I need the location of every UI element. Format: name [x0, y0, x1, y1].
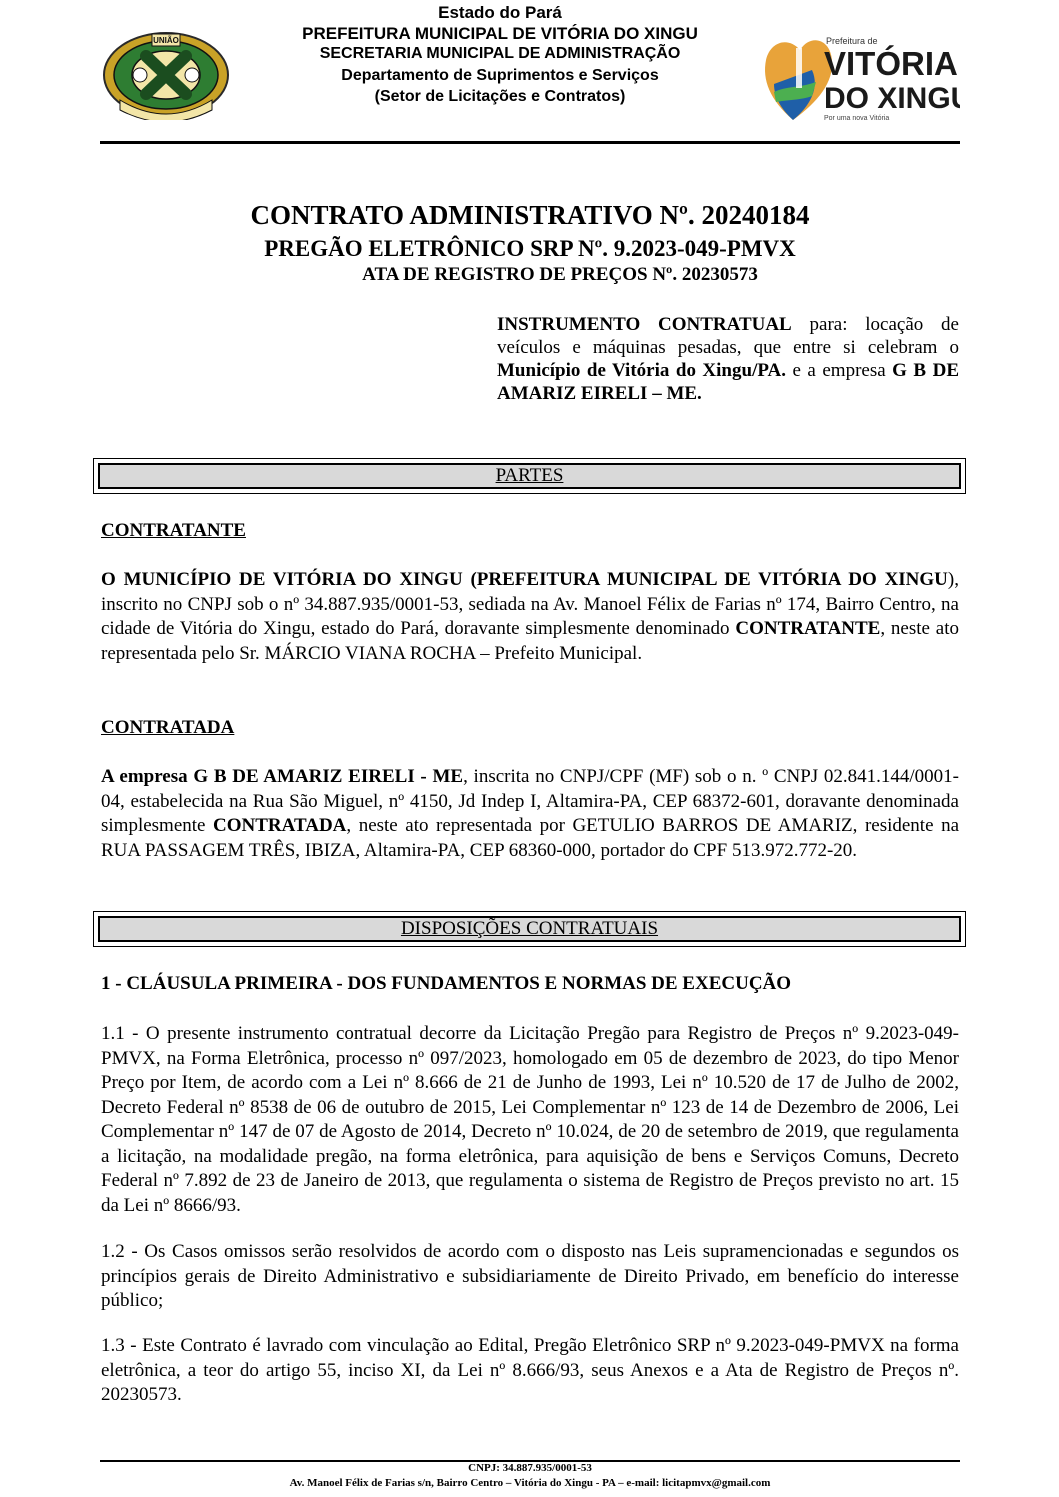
clause-1-1-paragraph: 1.1 - O presente instrumento contratual decorre da Licitação Pregão para Registro de Preços nº 9.2023-049-PMVX, na Forma Eletrônica, processo nº 097/2023, homologado em 05 de dezembro de 2023, do tipo Menor Preço por Item, de acordo com a Lei nº 8.666 de 21 de Junho de 1993, Lei nº 10.520 de 17 de Julho de 2002, Decreto Federal nº 8538 de 06 de outubro de 2015, Lei Complementar nº 123 de 14 de Dezembro de 2006, Lei Complementar nº 147 de 07 de Agosto de 2014, Decreto nº 10.024, de 20 de setembro de 2019, que regulamenta a licitação, na modalidade pregão, na forma eletrônica, para aquisição de bens e Serviços Comuns, Decreto Federal nº 7.892 de 23 de Janeiro de 2013, que regulamenta o sistema de Registro de Preços previsto no art. 15 da Lei nº 8666/93. [101, 1023, 959, 1216]
contratante-heading: CONTRATANTE [101, 520, 246, 541]
instrument-bold-3: G B DE AMARIZ EIRELI – ME. [497, 360, 959, 404]
section-bar-disposicoes [93, 911, 966, 947]
header-setor: (Setor de Licitações e Contratos) [374, 88, 626, 105]
contract-title: CONTRATO ADMINISTRATIVO Nº. 20240184 [250, 200, 810, 230]
contratante-text-2: , neste ato representada pelo Sr. MÁRCIO VIANA ROCHA – Prefeito Municipal. [101, 618, 959, 664]
section-title-partes: PARTES [98, 463, 961, 489]
logo-slogan-text: Por uma nova Vitória [824, 115, 890, 122]
ata-title: ATA DE REGISTRO DE PREÇOS Nº. 20230573 [362, 264, 758, 285]
instrument-text-2: e a empresa [786, 360, 893, 381]
section-title-disposicoes: DISPOSIÇÕES CONTRATUAIS [98, 916, 961, 942]
contratada-text-1: , inscrita no CNPJ/CPF (MF) sob o n. º CNPJ 02.841.144/0001-04, estabelecida na Rua São Miguel, nº 4150, Jd Indep I, Altamira-PA, CEP 68372-601, doravante denominada simplesmente [101, 766, 959, 836]
contratante-bold-2: CONTRATANTE [735, 618, 881, 639]
contratada-text-2: , neste ato representada por GETULIO BARROS DE AMARIZ, residente na RUA PASSAGEM TRÊS, IBIZA, Altamira-PA, CEP 68360-000, portador do CPF 513.972.772-20. [101, 815, 959, 861]
contratante-bold-1: O MUNICÍPIO DE VITÓRIA DO XINGU (PREFEITURA MUNICIPAL DE VITÓRIA DO XINGU [101, 569, 948, 590]
contratada-heading: CONTRATADA [101, 717, 235, 738]
section-bar-partes [93, 458, 966, 494]
municipal-seal-logo [100, 30, 232, 120]
instrument-bold-1: INSTRUMENTO CONTRATUAL [497, 314, 792, 335]
clause-1-2-paragraph: 1.2 - Os Casos omissos serão resolvidos de acordo com o disposto nas Leis supramencionadas e segundos os princípios gerais de Direito Administrativo e subsidiariamente de Direito Privado, em benefício do interesse público; [101, 1241, 959, 1311]
header-secretaria: SECRETARIA MUNICIPAL DE ADMINISTRAÇÃO [319, 45, 681, 62]
footer-cnpj: CNPJ: 34.887.935/0001-53 [468, 1462, 592, 1474]
contratada-bold-1: A empresa G B DE AMARIZ EIRELI - ME [101, 766, 464, 787]
pregao-title: PREGÃO ELETRÔNICO SRP Nº. 9.2023-049-PMVX [264, 236, 796, 261]
contratante-text-1: ), inscrito no CNPJ sob o nº 34.887.935/0001-53, sediada na Av. Manoel Félix de Farias nº 174, Bairro Centro, na cidade de Vitória do Xingu, estado do Pará, doravante simplesmente denominado [101, 569, 959, 639]
footer-address: Av. Manoel Félix de Farias s/n, Bairro Centro – Vitória do Xingu - PA – e-mail: licitapmvx@gmail.com [289, 1477, 771, 1489]
instrument-text-1: para: locação de veículos e máquinas pesadas, que entre si celebram o [497, 314, 959, 358]
contratada-bold-2: CONTRATADA [213, 815, 347, 836]
clause-1-3-paragraph: 1.3 - Este Contrato é lavrado com vinculação ao Edital, Pregão Eletrônico SRP nº 9.2023-049-PMVX na forma eletrônica, a teor do artigo 55, inciso XI, da Lei nº 8.666/93, seus Anexos e a Ata de Registro de Preços nº. 20230573. [101, 1335, 959, 1405]
contratada-paragraph [101, 765, 959, 863]
logo-prefeitura-de-text: Prefeitura de [826, 36, 878, 46]
seal-top-text: UNIÃO [153, 36, 179, 45]
header-divider [100, 141, 960, 144]
header-state: Estado do Pará [438, 3, 562, 22]
header-prefeitura: PREFEITURA MUNICIPAL DE VITÓRIA DO XINGU [302, 24, 698, 43]
vitoria-do-xingu-logo [760, 30, 960, 125]
logo-do-xingu-text: DO XINGU [824, 82, 960, 115]
header-departamento: Departamento de Suprimentos e Serviços [341, 67, 659, 84]
clause-1-title: 1 - CLÁUSULA PRIMEIRA - DOS FUNDAMENTOS E NORMAS DE EXECUÇÃO [101, 973, 792, 994]
logo-vitoria-text: VITÓRIA [824, 45, 958, 82]
instrument-bold-2: Município de Vitória do Xingu/PA. [497, 360, 787, 381]
instrument-description [497, 313, 959, 405]
contratante-paragraph [101, 568, 959, 666]
